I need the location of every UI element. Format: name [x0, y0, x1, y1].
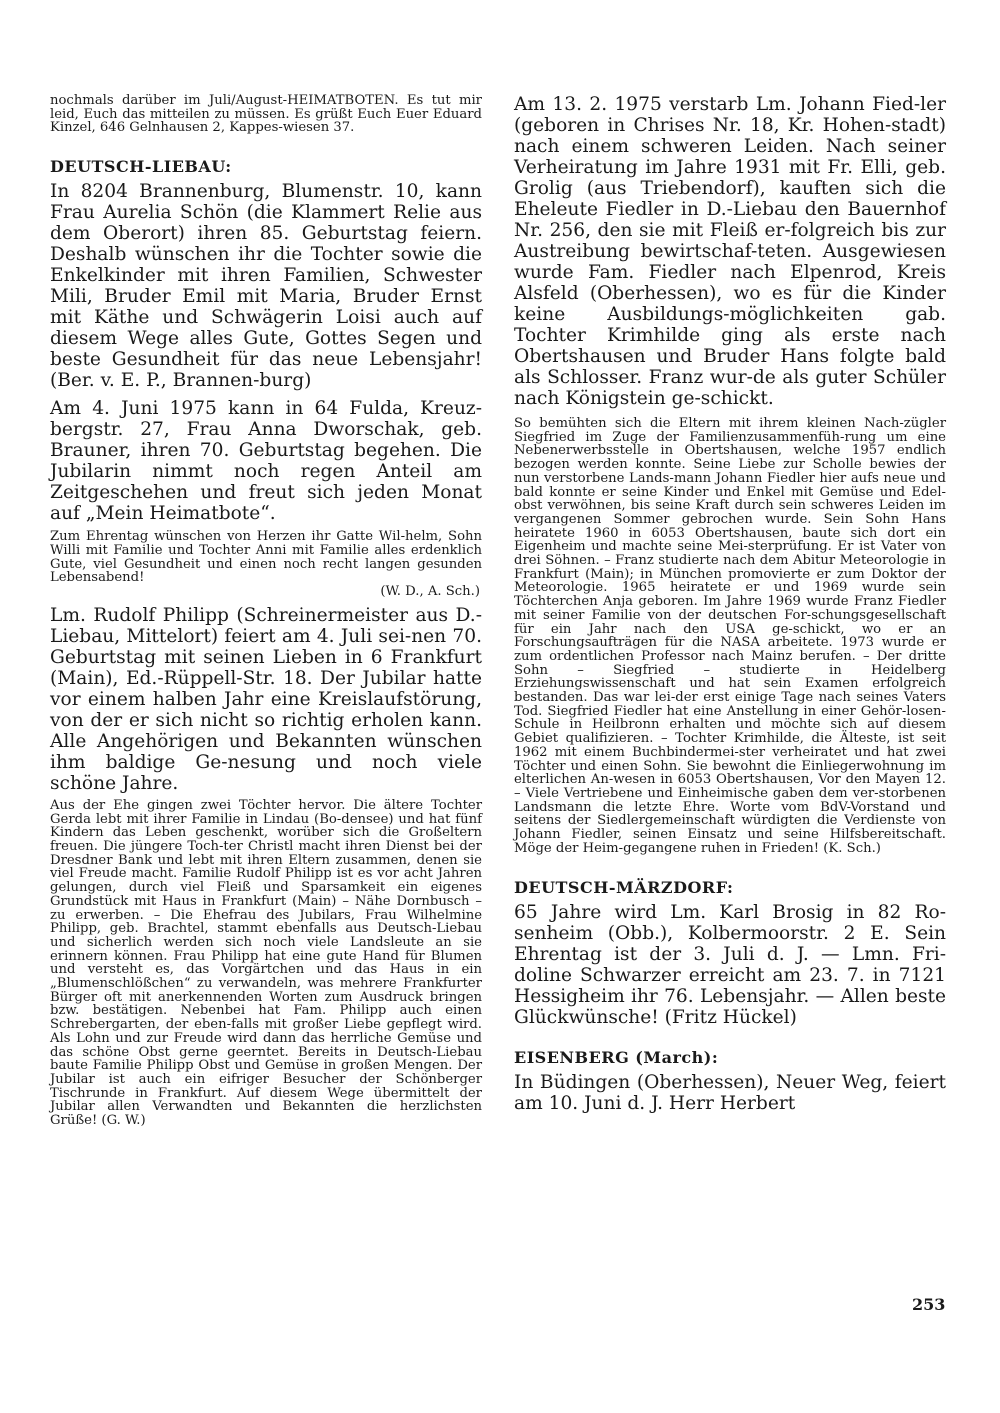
continuation-paragraph: nochmals darüber im Juli/August-HEIMATBOTEN. Es tut mir leid, Euch das mitteilen zu müssen. Es grüßt Euch Euer Eduard Kinzel, 646 Gelnhausen 2, Kappes-wiesen 37. — [50, 93, 482, 136]
article-rudolf-philipp: Lm. Rudolf Philipp (Schreinermeister aus D.-Liebau, Mittelort) feiert am 4. Juli sei-nen 70. Geburtstag mit seinen Lieben in 6 Frankfurt (Main), Ed.-Rüppell-Str. 18. Der Jubilar hatte vor einem halben Jahr eine Kreislaufstörung, von der er sich nicht so richtig erholen kann. Alle Angehörigen und Bekannten wünschen ihm baldige Ge-nesung und noch viele schöne Jahre. — [50, 604, 482, 794]
article-herbert: In Büdingen (Oberhessen), Neuer Weg, feiert am 10. Juni d. J. Herr Herbert — [514, 1071, 946, 1114]
section-heading-deutsch-maerzdorf: DEUTSCH-MÄRZDORF: — [514, 877, 734, 897]
section-heading-eisenberg: EISENBERG (March): — [514, 1047, 719, 1067]
article-aurelia-schoen: In 8204 Brannenburg, Blumenstr. 10, kann Frau Aurelia Schön (die Klammert Relie aus dem Oberort) ihren 85. Geburtstag feiern. Deshalb wünschen ihr die Tochter sowie die Enkelkinder mit ihren Familien, Schwester Mili, Bruder Emil mit Maria, Bruder Ernst mit Käthe und Schwägerin Loisi auch auf diesem Wege alles Gute, Gottes Segen und beste Gesundheit für das neue Lebensjahr! (Ber. v. E. P., Brannen-burg) — [50, 181, 482, 392]
note-rudolf-philipp: Aus der Ehe gingen zwei Töchter hervor. Die ältere Tochter Gerda lebt mit ihrer Familie in Lindau (Bo-densee) und hat fünf Kindern das Leben geschenkt, worüber sich die Großeltern freuen. Die jüngere Toch-ter Christl macht ihren Dienst bei der Dresdner Bank und lebt mit ihren Eltern zusammen, denen sie viel Freude macht. Familie Rudolf Philipp ist es vor acht Jahren gelungen, durch viel Fleiß und Sparsamkeit ein eigenes Grundstück mit Haus in Frankfurt (Main) – Nähe Dornbusch – zu erwerben. – Die Ehefrau des Jubilars, Frau Wilhelmine Philipp, geb. Brachtel, stammt ebenfalls aus Deutsch-Liebau und sicherlich werden sich noch viele Landsleute an sie erinnern können. Frau Philipp hat eine gute Hand für Blumen und versteht es, das Vorgärtchen und das Haus in ein „Blumenschlößchen“ zu verwandeln, was mehrere Frankfurter Bürger oft mit anerkennenden Worten zum Ausdruck bringen bzw. bestätigen. Nebenbei hat Fam. Philipp auch einen Schrebergarten, der eben-falls mit großer Liebe gepflegt wird. Als Lohn und zur Freude wird dann das herrliche Gemüse und das schöne Obst gerne geerntet. Bereits in Deutsch-Liebau baute Familie Philipp Obst und Gemüse in großen Mengen. Der Jubilar ist auch ein eifriger Besucher der Schönberger Tischrunde in Frankfurt. Auf diesem Wege übermittelt der Jubilar allen Verwandten und Bekannten die herzlichsten Grüße! (G. W.) — [50, 797, 482, 1129]
section-heading-deutsch-liebau: DEUTSCH-LIEBAU: — [50, 157, 232, 177]
page-number: 253 — [912, 1295, 946, 1314]
article-karl-brosig: 65 Jahre wird Lm. Karl Brosig in 82 Ro-senheim (Obb.), Kolbermoorstr. 2 E. Sein Ehrentag ist der 3. Juli d. J. — Lmn. Fri-doline Schwarzer erreicht am 23. 7. in 7121 Hessigheim ihr 76. Lebensjahr. — Allen beste Glückwünsche! (Fritz Hückel) — [514, 901, 946, 1028]
note-johann-fiedler: So bemühten sich die Eltern mit ihrem kleinen Nach-zügler Siegfried im Zuge der Familienzusammenfüh-rung um eine Nebenerwerbsstelle in Obertshausen, welche 1957 endlich bezogen werden konnte. Seine Liebe zur Scholle bewies der nun verstorbene Lands-mann Johann Fiedler hier aufs neue und bald konnte er seine Kinder und Enkel mit Gemüse und Edel-obst verwöhnen, bis seine Kraft durch sein schweres Leiden im vergangenen Sommer gebrochen wurde. Sein Sohn Hans heiratete 1960 in 6053 Obertshausen, baute sich dort ein Eigenheim und machte seine Mei-sterprüfung. Er ist Vater von drei Söhnen. – Franz studierte nach dem Abitur Meteorologie in Frankfurt (Main); in München promovierte er zum Doktor der Meteorologie. 1965 heiratete er und 1969 wurde sein Töchterchen Anja geboren. Im Jahre 1969 wurde Franz Fiedler mit seiner Familie von der deutschen For-schungsgesellschaft für ein Jahr nach den USA ge-schickt, wo er an Forschungsaufträgen für die NASA arbeitete. 1973 wurde er zum ordentlichen Professor nach Mainz berufen. – Der dritte Sohn – Siegfried – studierte in Heidelberg Erziehungswissenschaft und hat sein Examen erfolgreich bestanden. Das war lei-der erst einige Tage nach seines Vaters Tod. Siegfried Fiedler hat eine Anstellung in einer Gehör-losen-Schule in Heilbronn erhalten und möchte sich auf diesem Gebiet qualifizieren. – Tochter Krimhilde, die Älteste, ist seit 1962 mit einem Buchbindermei-ster verheiratet und hat zwei Töchter und einen Sohn. Sie bewohnt die Einliegerwohnung im elterlichen An-wesen in 6053 Obertshausen, Vor den Mayen 12. – Viele Vertriebene und Einheimische gaben dem ver-storbenen Landsmann die letzte Ehre. Worte vom BdV-Vorstand und seitens der Siedlergemeinschaft würdigten die Verdienste von Johann Fiedler, seinen Einsatz und seine Hilfsbereitschaft. Möge der Heim-gegangene ruhen in Frieden! (K. Sch.) — [514, 416, 946, 856]
signature-anna-dworschak: (W. D., A. Sch.) — [380, 583, 480, 599]
note-anna-dworschak: Zum Ehrentag wünschen von Herzen ihr Gatte Wil-helm, Sohn Willi mit Familie und Tochter Anni mit Familie alles erdenklich Gute, viel Gesundheit und einen noch recht langen gesunden Lebensabend! — [50, 529, 482, 586]
left-column — [50, 94, 482, 1128]
article-anna-dworschak: Am 4. Juni 1975 kann in 64 Fulda, Kreuz-bergstr. 27, Frau Anna Dworschak, geb. Brauner, ihren 70. Geburtstag begehen. Die Jubilarin nimmt noch regen Anteil am Zeitgeschehen und freut sich jeden Monat auf „Mein Heimatbote“. — [50, 398, 482, 525]
article-johann-fiedler: Am 13. 2. 1975 verstarb Lm. Johann Fied-ler (geboren in Chrises Nr. 18, Kr. Hohen-stadt) nach einem schweren Leiden. Nach seiner Verheiratung im Jahre 1931 mit Fr. Elli, geb. Grolig (aus Triebendorf), kauften sich die Eheleute Fiedler in D.-Liebau den Bauernhof Nr. 256, den sie mit Fleiß er-folgreich bis zur Austreibung bewirtschaf-teten. Ausgewiesen wurde Fam. Fiedler nach Elpenrod, Kreis Alsfeld (Oberhessen), wo es für die Kinder keine Ausbildungs-möglichkeiten gab. Tochter Krimhilde ging als erste nach Obertshausen und Bruder Hans folgte bald als Schlosser. Franz wur-de als guter Schüler nach Königstein ge-schickt. — [514, 94, 946, 409]
right-column — [514, 94, 946, 1114]
